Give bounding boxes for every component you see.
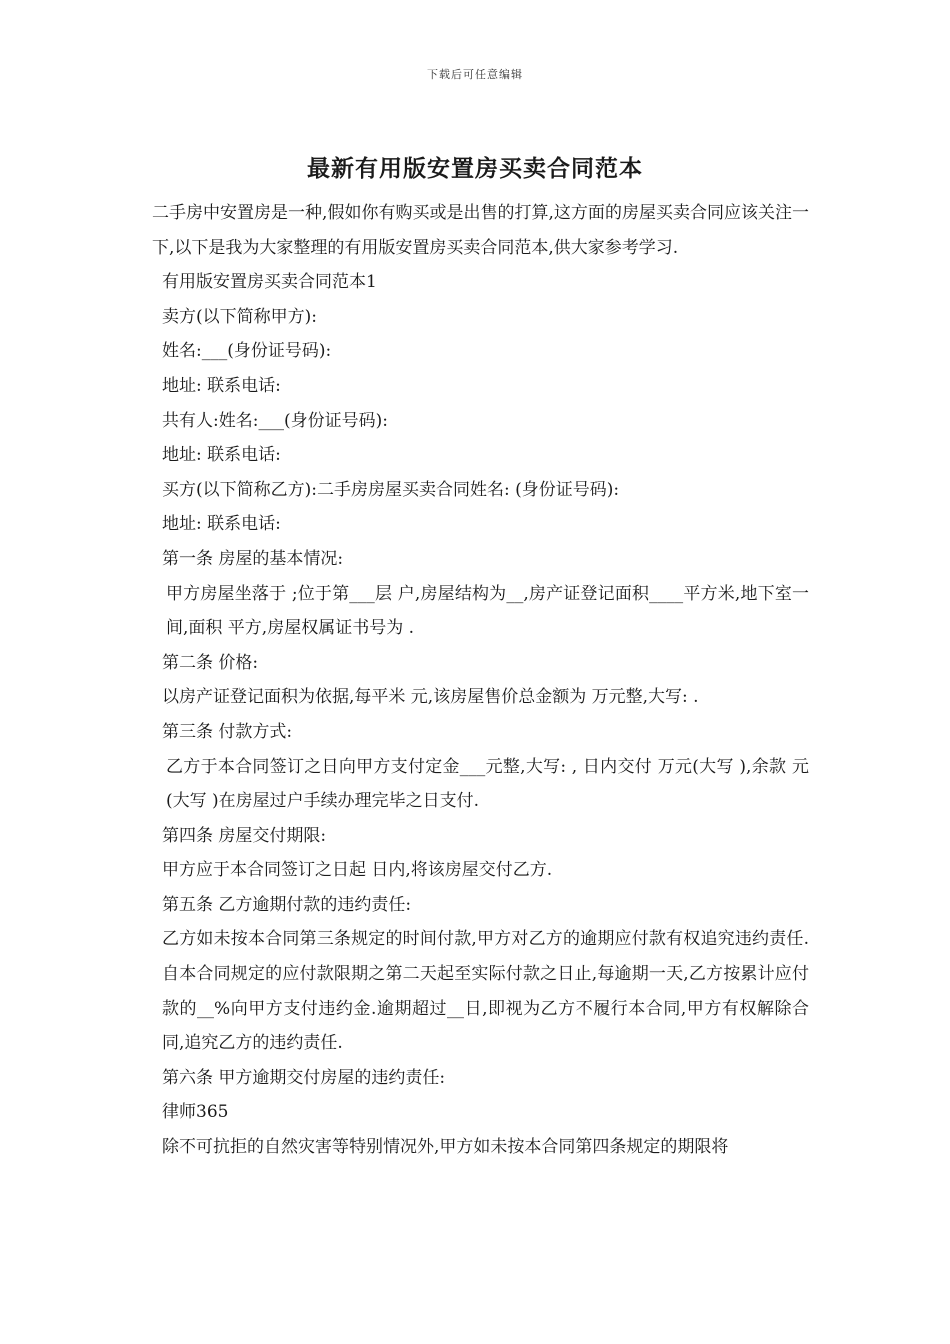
article-5-title: 第五条 乙方逾期付款的违约责任:: [162, 894, 412, 915]
co-owner-line: 共有人:姓名:___(身份证号码):: [162, 410, 388, 431]
article-2-title: 第二条 价格:: [162, 652, 259, 673]
article-3-title: 第三条 付款方式:: [162, 721, 293, 742]
buyer-line: 买方(以下简称乙方):二手房房屋买卖合同姓名: (身份证号码):: [162, 479, 620, 500]
document-title: 最新有用版安置房买卖合同范本: [307, 155, 643, 182]
article-4-body: 甲方应于本合同签订之日起 日内,将该房屋交付乙方.: [162, 860, 553, 881]
section-heading: 有用版安置房买卖合同范本1: [162, 272, 377, 293]
page-header-note: 下载后可任意编辑: [427, 68, 523, 81]
article-1-body: 甲方房屋坐落于 ;位于第___层 户,房屋结构为__,房产证登记面积____平方米,地下室一间,面积 平方,房屋权属证书号为 .: [166, 583, 809, 639]
document-body: [144, 196, 809, 1165]
article-1-title: 第一条 房屋的基本情况:: [162, 548, 344, 569]
article-5-body: 乙方如未按本合同第三条规定的时间付款,甲方对乙方的逾期应付款有权追究违约责任.自本合同规定的应付款限期之第二天起至实际付款之日止,每逾期一天,乙方按累计应付款的__%向甲方支付违约金.逾期超过__日,即视为乙方不履行本合同,甲方有权解除合同,追究乙方的违约责任.: [162, 929, 809, 1054]
source-line: 律师365: [162, 1102, 229, 1123]
buyer-address-line: 地址: 联系电话:: [162, 514, 281, 535]
article-4-title: 第四条 房屋交付期限:: [162, 825, 327, 846]
article-3-body: 乙方于本合同签订之日向甲方支付定金___元整,大写: , 日内交付 万元(大写 ),余款 元(大写 )在房屋过户手续办理完毕之日支付.: [166, 756, 809, 812]
intro-paragraph: 二手房中安置房是一种,假如你有购买或是出售的打算,这方面的房屋买卖合同应该关注一下,以下是我为大家整理的有用版安置房买卖合同范本,供大家参考学习.: [152, 203, 809, 258]
seller-line: 卖方(以下简称甲方):: [162, 306, 317, 327]
article-6-body: 除不可抗拒的自然灾害等特别情况外,甲方如未按本合同第四条规定的期限将: [162, 1137, 729, 1158]
co-owner-address-line: 地址: 联系电话:: [162, 445, 281, 466]
article-6-title: 第六条 甲方逾期交付房屋的违约责任:: [162, 1067, 446, 1088]
seller-name-line: 姓名:___(身份证号码):: [162, 341, 332, 362]
seller-address-line: 地址: 联系电话:: [162, 375, 281, 396]
article-2-body: 以房产证登记面积为依据,每平米 元,该房屋售价总金额为 万元整,大写: .: [162, 687, 699, 708]
